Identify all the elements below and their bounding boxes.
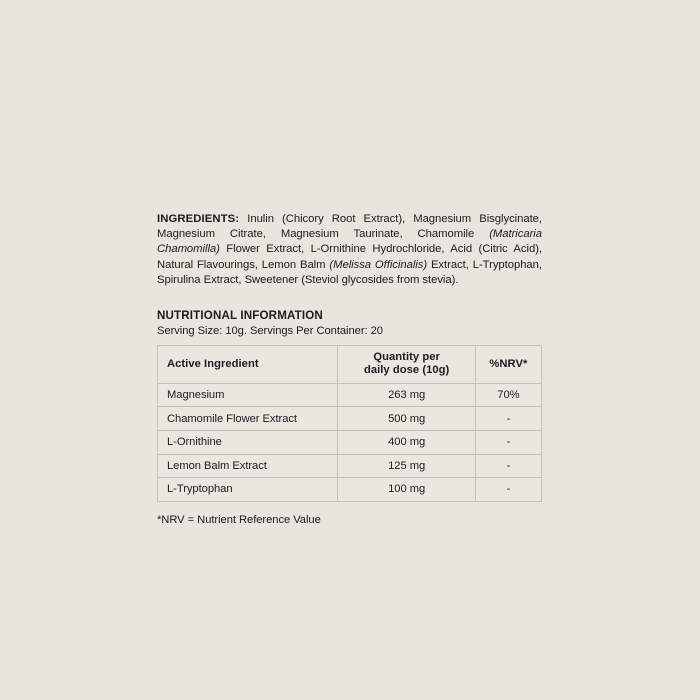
ingredients-paragraph (157, 212, 542, 287)
cell-nrv: 70% (475, 383, 541, 407)
nutrition-table-header (158, 345, 542, 383)
ingredients-text-part-3: Extract, L-Tryptophan, Spirulina Extract, Sweetener (Steviol glycosides from stevia). (157, 258, 542, 286)
cell-active-ingredient: Lemon Balm Extract (158, 454, 338, 478)
column-header-quantity-line-1: Quantity per (373, 350, 440, 363)
nutrition-table-body (158, 383, 542, 501)
cell-active-ingredient: L-Ornithine (158, 430, 338, 454)
cell-quantity: 500 mg (338, 407, 475, 431)
table-row (158, 478, 542, 502)
nutritional-information-section (157, 309, 542, 528)
nutritional-information-heading: NUTRITIONAL INFORMATION (157, 308, 323, 322)
cell-active-ingredient: L-Tryptophan (158, 478, 338, 502)
cell-nrv: - (475, 454, 541, 478)
supplement-facts-panel (157, 201, 542, 528)
cell-quantity: 263 mg (338, 383, 475, 407)
ingredients-botanical-name-lemon-balm: (Melissa Officinalis) (329, 258, 428, 271)
cell-quantity: 125 mg (338, 454, 475, 478)
serving-size-line: Serving Size: 10g. Servings Per Container: 20 (157, 324, 383, 337)
ingredients-text-part-1: Inulin (Chicory Root Extract), Magnesium Bisglycinate, Magnesium Citrate, Magnesium Taurinate, Chamomile (157, 213, 542, 241)
cell-active-ingredient: Chamomile Flower Extract (158, 407, 338, 431)
table-row (158, 383, 542, 407)
cell-nrv: - (475, 478, 541, 502)
ingredients-label: INGREDIENTS: (157, 213, 240, 226)
column-header-quantity-line-2: daily dose (10g) (363, 364, 450, 377)
column-header-quantity-per-daily-dose (338, 345, 475, 383)
cell-quantity: 100 mg (338, 478, 475, 502)
column-header-active-ingredient: Active Ingredient (158, 345, 338, 383)
ingredients-botanical-name-chamomile: (Matricaria Chamomilla) (157, 228, 542, 256)
ingredients-text-part-2: Flower Extract, L-Ornithine Hydrochloride, Acid (Citric Acid), Natural Flavourings, Lemon Balm (157, 243, 542, 271)
table-header-row (158, 345, 542, 383)
nutrition-table (157, 345, 542, 502)
nrv-footnote: *NRV = Nutrient Reference Value (157, 513, 321, 526)
column-header-nrv: %NRV* (475, 345, 541, 383)
table-row (158, 430, 542, 454)
table-row (158, 407, 542, 431)
cell-nrv: - (475, 430, 541, 454)
cell-nrv: - (475, 407, 541, 431)
cell-active-ingredient: Magnesium (158, 383, 338, 407)
table-row (158, 454, 542, 478)
cell-quantity: 400 mg (338, 430, 475, 454)
